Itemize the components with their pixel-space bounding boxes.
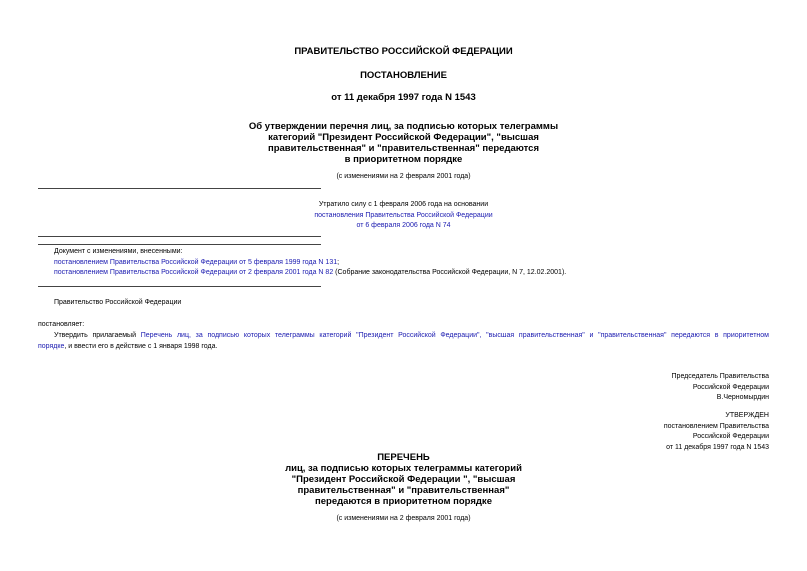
list-link[interactable]: Перечень лиц, за подписью которых телеграммы категорий "Президент Российской Федерации", "высшая правительственная" и "правительственная" передаются в приоритетном	[140, 332, 769, 339]
approve-paragraph	[38, 331, 769, 352]
change-item	[54, 268, 566, 279]
signature-line: Председатель Правительства	[671, 373, 769, 380]
list-title-line: правительственная" и "правительственная"	[297, 485, 510, 496]
list-link[interactable]: порядке	[38, 342, 65, 350]
change-item	[54, 258, 566, 269]
changes-block	[54, 247, 566, 279]
list-heading: ПЕРЕЧЕНЬ	[377, 452, 430, 463]
document-date-number: от 11 декабря 1997 года N 1543	[331, 92, 476, 103]
lost-force-link[interactable]: постановления Правительства Российской Федерации	[314, 211, 493, 219]
approved-line: от 11 декабря 1997 года N 1543	[666, 443, 769, 451]
divider	[38, 286, 321, 287]
change-link[interactable]: постановлением Правительства Российской Федерации от 5 февраля 1999 года N 131	[54, 258, 338, 266]
amendments-note: (с изменениями на 2 февраля 2001 года)	[336, 173, 471, 180]
divider	[38, 188, 321, 189]
changes-intro: Документ с изменениями, внесенными:	[54, 248, 183, 255]
body-government: Правительство Российской Федерации	[54, 299, 182, 306]
government-header: ПРАВИТЕЛЬСТВО РОССИЙСКОЙ ФЕДЕРАЦИИ	[294, 46, 513, 57]
title-line: в приоритетном порядке	[344, 154, 463, 165]
approve-line	[38, 331, 769, 342]
list-title-line: "Президент Российской Федерации ", "высшая	[291, 474, 516, 485]
document-title	[0, 121, 807, 165]
list-amendments-note: (с изменениями на 2 февраля 2001 года)	[336, 515, 471, 522]
lost-force-notice	[0, 200, 807, 232]
signature-line: Российской Федерации	[692, 383, 769, 391]
approve-line	[38, 342, 769, 353]
list-title-line: лиц, за подписью которых телеграммы категорий	[285, 463, 522, 474]
list-title	[0, 452, 807, 507]
document-type: ПОСТАНОВЛЕНИЕ	[360, 70, 447, 81]
title-line: правительственная" и "правительственная" передаются	[267, 143, 540, 154]
approved-line: УТВЕРЖДЕН	[725, 412, 769, 419]
lost-force-text: Утратило силу с 1 февраля 2006 года на основании	[318, 201, 489, 208]
change-tail: (Собрание законодательства Российской Федерации, N 7, 12.02.2001).	[333, 269, 567, 276]
divider	[38, 244, 321, 245]
approved-line: постановлением Правительства	[663, 422, 769, 430]
list-title-line: передаются в приоритетном порядке	[315, 496, 492, 507]
title-line: категорий "Президент Российской Федерации", "высшая	[268, 132, 539, 143]
title-line: Об утверждении перечня лиц, за подписью которых телеграммы	[248, 121, 559, 132]
change-link[interactable]: постановлением Правительства Российской Федерации от 2 февраля 2001 года N 82	[54, 269, 334, 276]
lost-force-link[interactable]: от 6 февраля 2006 года N 74	[356, 222, 451, 229]
body-resolves: постановляет:	[38, 321, 85, 328]
divider	[38, 236, 321, 237]
approve-suffix: , и ввести его в действие с 1 января 1998 года.	[64, 342, 218, 350]
approved-block	[664, 411, 769, 453]
signature-line: В.Черномырдин	[716, 394, 769, 401]
change-tail: ;	[337, 258, 340, 266]
approved-line: Российской Федерации	[692, 433, 769, 440]
approve-prefix: Утвердить прилагаемый	[54, 332, 141, 339]
signature-block	[672, 372, 769, 404]
